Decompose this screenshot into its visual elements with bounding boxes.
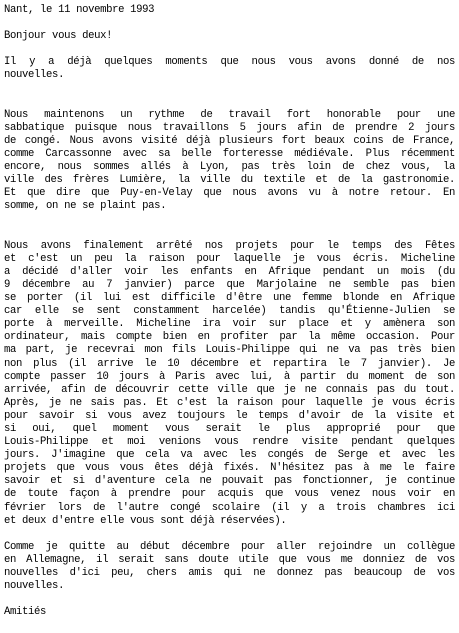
paragraph-line: savoir et si d'aventure cela ne pouvait pas fonctionner, je continue bbox=[4, 475, 455, 488]
paragraph-line: pour savoir si vous avez toujours le temps d'avoir de la visite et bbox=[4, 409, 455, 422]
blank-line bbox=[4, 227, 455, 240]
paragraph-line: Et que dire que Puy-en-Velay que nous avons vu à notre retour. En bbox=[4, 187, 455, 200]
paragraph-request-news bbox=[4, 541, 455, 593]
dateline-text: Nant, le 11 novembre 1993 bbox=[4, 4, 155, 16]
paragraph-line: Nous avons finalement arrêté nos projets pour le temps des Fêtes bbox=[4, 239, 455, 252]
paragraph-line: nouvelles. bbox=[4, 580, 65, 593]
letter-greeting bbox=[4, 30, 455, 43]
paragraph-line: sabbatique puisque nous travaillons 5 jours afin de prendre 2 jours bbox=[4, 121, 455, 134]
paragraph-line: ordinateur, mais compte bien en profiter par la même occasion. Pour bbox=[4, 331, 455, 344]
paragraph-line: nouvelles d'ici peu, chers amis qui ne donnez pas beaucoup de vos bbox=[4, 567, 455, 580]
paragraph-line: Après, je ne sais pas. Et c'est la raison pour laquelle je vous écris bbox=[4, 396, 455, 409]
paragraph-line: a décidé d'aller voir les enfants en Afrique pendant un mois (du bbox=[4, 265, 455, 278]
paragraph-line: encore, nous sommes allés à Lyon, pas très loin de chez vous, la bbox=[4, 161, 455, 174]
paragraph-line: Il y a déjà quelques moments que nous vous avons donné de nos bbox=[4, 56, 455, 69]
paragraph-travels bbox=[4, 109, 455, 214]
paragraph-line: si oui, quel moment vous serait le plus approprié pour que bbox=[4, 423, 455, 435]
paragraph-line: et deux d'entre elle vous sont déjà réservées). bbox=[4, 514, 287, 527]
paragraph-line: car elle se sent constamment harcelée) tandis qu'Étienne-Julien se bbox=[4, 305, 455, 318]
paragraph-line: en Allemagne, il serait sans doute utile que vous me donniez de vos bbox=[4, 553, 455, 566]
paragraph-line: non plus (il arrive le 10 décembre et repartira le 7 janvier). Je bbox=[4, 357, 455, 370]
paragraph-line: Comme je quitte au début décembre pour aller rejoindre un collègue bbox=[4, 540, 455, 553]
paragraph-line: se porter (il lui est difficile d'être une femme blonde en Afrique bbox=[4, 292, 455, 305]
paragraph-line: comme Carcassonne avec sa belle forteresse médiévale. Plus récemment bbox=[4, 148, 455, 161]
paragraph-line: arrivée, afin de découvrir cette ville que je ne connais pas du tout. bbox=[4, 383, 455, 396]
paragraph-line: somme, on ne se plaint pas. bbox=[4, 200, 167, 213]
paragraph-line: projets que vous vous êtes déjà fixés. N'hésitez pas à me le faire bbox=[4, 462, 455, 475]
closing-text: Amitiés bbox=[4, 606, 47, 619]
paragraph-holiday-plans bbox=[4, 240, 455, 528]
greeting-text: Bonjour vous deux! bbox=[4, 30, 113, 43]
paragraph-line: porte à merveille. Micheline ira voir sur place et y amènera son bbox=[4, 318, 455, 331]
paragraph-line: de toute façon à prendre pour acquis que vous venez nous voir en bbox=[4, 488, 455, 501]
paragraph-line: compte passer 10 jours à Paris avec lui, à partir du moment de son bbox=[4, 370, 455, 383]
blank-line bbox=[4, 96, 455, 109]
letter-dateline bbox=[4, 4, 455, 17]
paragraph-line: ma part, je recevrai mon fils Louis-Philippe qui ne va pas très bien bbox=[4, 344, 455, 357]
letter-closing bbox=[4, 606, 455, 619]
paragraph-line: de congé. Nous avons visité déjà plusieurs fort beaux coins de France, bbox=[4, 134, 455, 147]
letter-page bbox=[4, 4, 455, 633]
paragraph-line: Louis-Philippe et moi venions vous rendre visite pendant quelques bbox=[4, 436, 455, 449]
paragraph-line: 9 décembre au 7 janvier) parce que Marjolaine ne semble pas bien bbox=[4, 278, 455, 291]
paragraph-line: jours. J'imagine que cela va avec les congés de Serge et avec les bbox=[4, 449, 455, 462]
paragraph-line: février lors de l'autre congé scolaire (il y a trois chambres ici bbox=[4, 501, 455, 514]
paragraph-line: nouvelles. bbox=[4, 69, 65, 82]
paragraph-intro bbox=[4, 56, 455, 82]
paragraph-line: ville des frères Lumière, la ville du textile et de la gastronomie. bbox=[4, 174, 455, 187]
paragraph-line: Nous maintenons un rythme de travail fort honorable pour une bbox=[4, 108, 455, 121]
paragraph-line: et c'est un peu la raison pour laquelle je vous écris. Micheline bbox=[4, 252, 455, 265]
